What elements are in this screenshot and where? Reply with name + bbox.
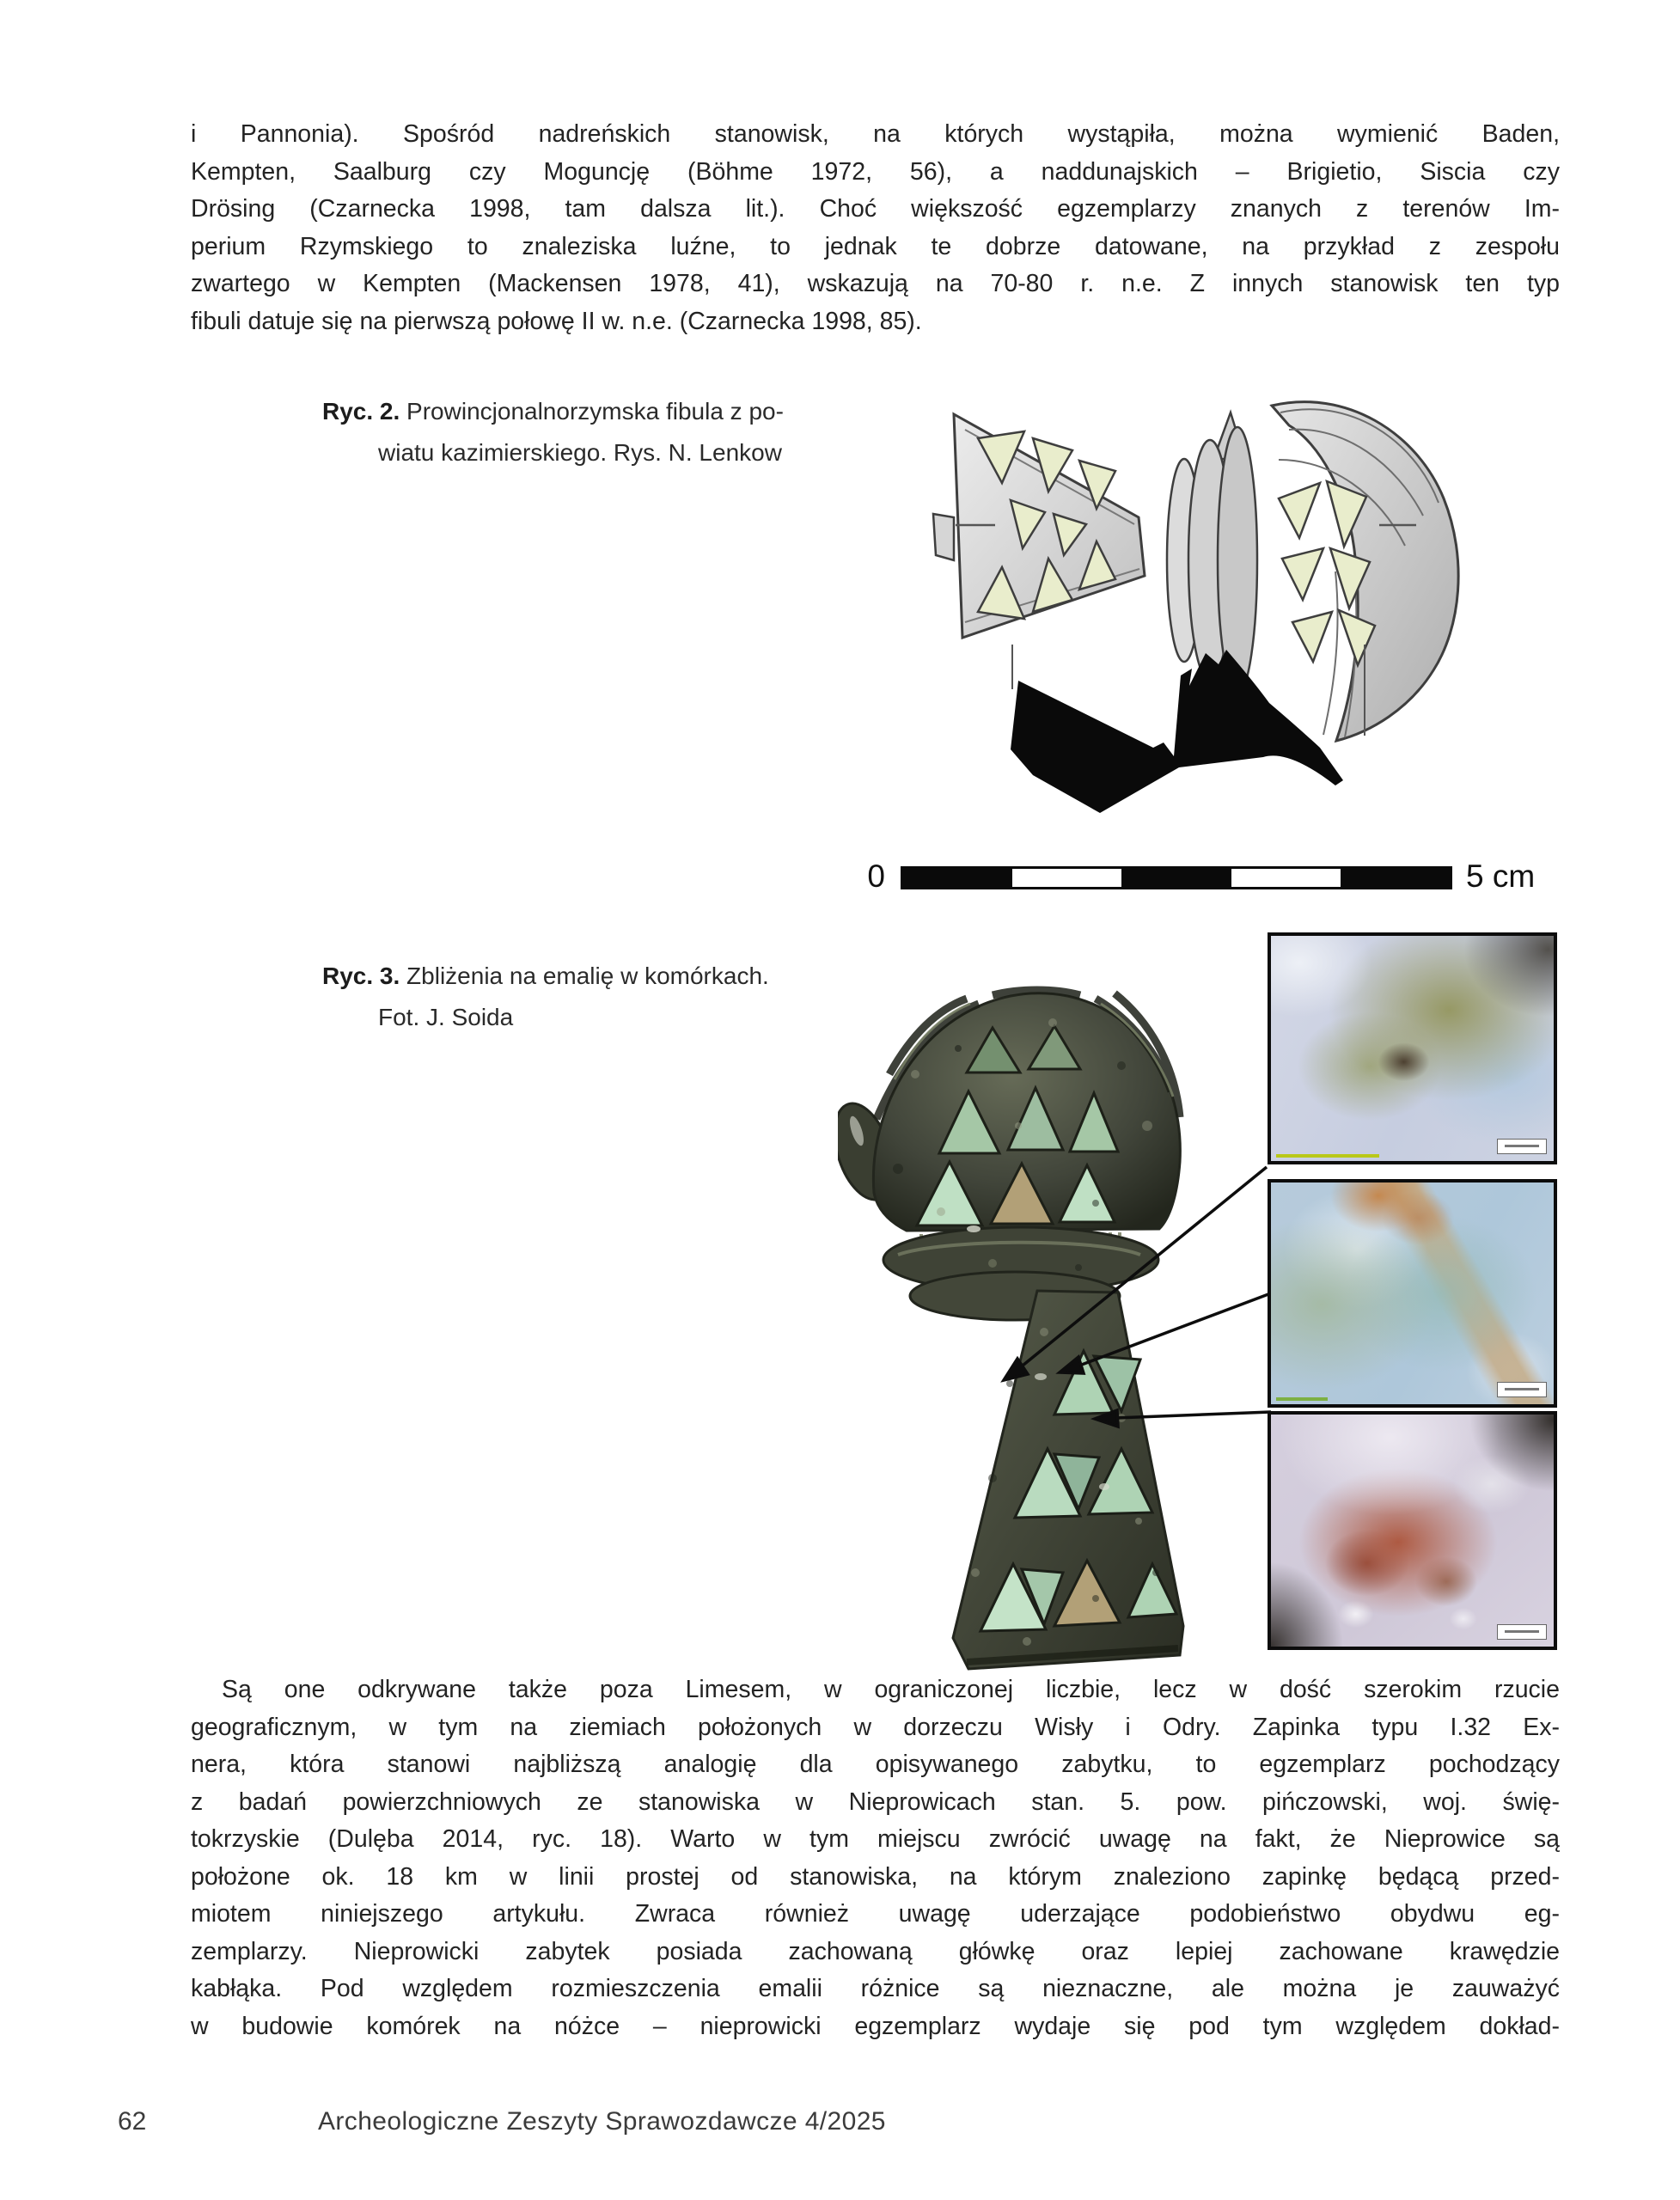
text-line: Są one odkrywane także poza Limesem, w ograniczonej liczbie, lecz w dość szerokim rzucie [222, 1676, 1560, 1703]
figure3-caption-text: Zbliżenia na emalię w komórkach. [400, 962, 769, 989]
figure3-caption-label: Ryc. 3. [322, 962, 400, 989]
figure2-caption-text: Prowincjonalnorzymska fibula z po- [400, 398, 784, 425]
text-line: położone ok. 18 km w linii prostej od stanowiska, na którym znaleziono zapinkę będącą przed- [191, 1862, 1560, 1891]
enamel-closeup-photo-3 [1268, 1411, 1557, 1650]
scale-5cm-label: 5 cm [1466, 859, 1536, 894]
figure2-caption-line1 [322, 391, 784, 432]
enamel-closeup-photo-2 [1268, 1179, 1557, 1408]
text-line: w budowie komórek na nóżce – nieprowicki egzemplarz wydaje się pod tym względem dokład- [191, 2012, 1560, 2040]
photo-head-dome [873, 990, 1180, 1236]
page-number: 62 [118, 2107, 147, 2136]
text-line: zemplarzy. Nieprowicki zabytek posiada zachowaną główkę oraz lepiej zachowane krawędzie [191, 1937, 1560, 1965]
figure2-caption [322, 391, 784, 474]
microscope-scale-chip [1497, 1624, 1547, 1640]
photo-foot [953, 1291, 1183, 1669]
text-line: zwartego w Kempten (Mackensen 1978, 41), wskazują na 70-80 r. n.e. Z innych stanowisk ten typ [191, 270, 1560, 297]
figure3-caption [322, 956, 769, 1038]
microscope-scale-chip [1497, 1139, 1547, 1154]
microscope-scale-mark [1276, 1154, 1379, 1158]
microscope-scale-mark [1276, 1397, 1328, 1401]
figure2-scale-bar [901, 866, 1452, 889]
scale-segment [1012, 869, 1121, 887]
figure3-fibula-photo [838, 971, 1216, 1676]
text-line: tokrzyskie (Dulęba 2014, ryc. 18). Warto w tym miejscu zwrócić uwagę na fakt, że Nieprowice są [191, 1825, 1560, 1853]
scale-segment [1121, 869, 1231, 887]
drawing-profile-silhouette [1011, 650, 1343, 813]
figure2-fibula-drawing [842, 378, 1590, 894]
figure2-caption-line2: wiatu kazimierskiego. Rys. N. Lenkow [378, 439, 782, 466]
journal-footer-title: Archeologiczne Zeszyty Sprawozdawcze 4/2025 [318, 2107, 886, 2136]
paragraph-top [191, 116, 1560, 340]
text-line: nera, która stanowi najbliższą analogię dla opisywanego zabytku, to egzemplarz pochodzący [191, 1751, 1560, 1778]
figure2-caption-label: Ryc. 2. [322, 398, 400, 425]
text-line: kabłąka. Pod względem rozmieszczenia emalii różnice są nieznaczne, ale można je zauważyć [191, 1975, 1560, 2002]
drawing-head-enamel-cells [1279, 481, 1375, 665]
text-line: Drösing (Czarnecka 1998, tam dalsza lit.). Choć większość egzemplarzy znanych z terenów Im- [191, 195, 1560, 223]
figure3-caption-line2: Fot. J. Soida [378, 1004, 514, 1030]
drawing-bow [1167, 412, 1257, 694]
paragraph-bottom [191, 1671, 1560, 2045]
figure3-caption-line1 [322, 956, 769, 997]
text-line: miotem niniejszego artykułu. Zwraca również uwagę uderzające podobieństwo obydwu eg- [191, 1900, 1560, 1928]
text-line: z badań powierzchniowych ze stanowiska w Nieprowicach stan. 5. pow. pińczowski, woj. świę- [191, 1788, 1560, 1816]
text-line: geograficznym, w tym na ziemiach położonych w dorzeczu Wisły i Odry. Zapinka typu I.32 Ex- [191, 1713, 1560, 1741]
scale-segment [1341, 869, 1450, 887]
scale-zero-label: 0 [867, 859, 885, 894]
scale-segment [903, 869, 1012, 887]
text-line: fibuli datuje się na pierwszą połowę II w. n.e. (Czarnecka 1998, 85). [191, 307, 922, 335]
text-line: i Pannonia). Spośród nadreńskich stanowisk, na których wystąpiła, można wymienić Baden, [191, 120, 1560, 148]
enamel-closeup-photo-1 [1268, 932, 1557, 1164]
text-line: perium Rzymskiego to znaleziska luźne, to jednak te dobrze datowane, na przykład z zespołu [191, 232, 1560, 260]
text-line: Kempten, Saalburg czy Moguncję (Böhme 1972, 56), a naddunajskich – Brigietio, Siscia czy [191, 157, 1560, 186]
microscope-scale-chip [1497, 1382, 1547, 1397]
scale-segment [1231, 869, 1341, 887]
